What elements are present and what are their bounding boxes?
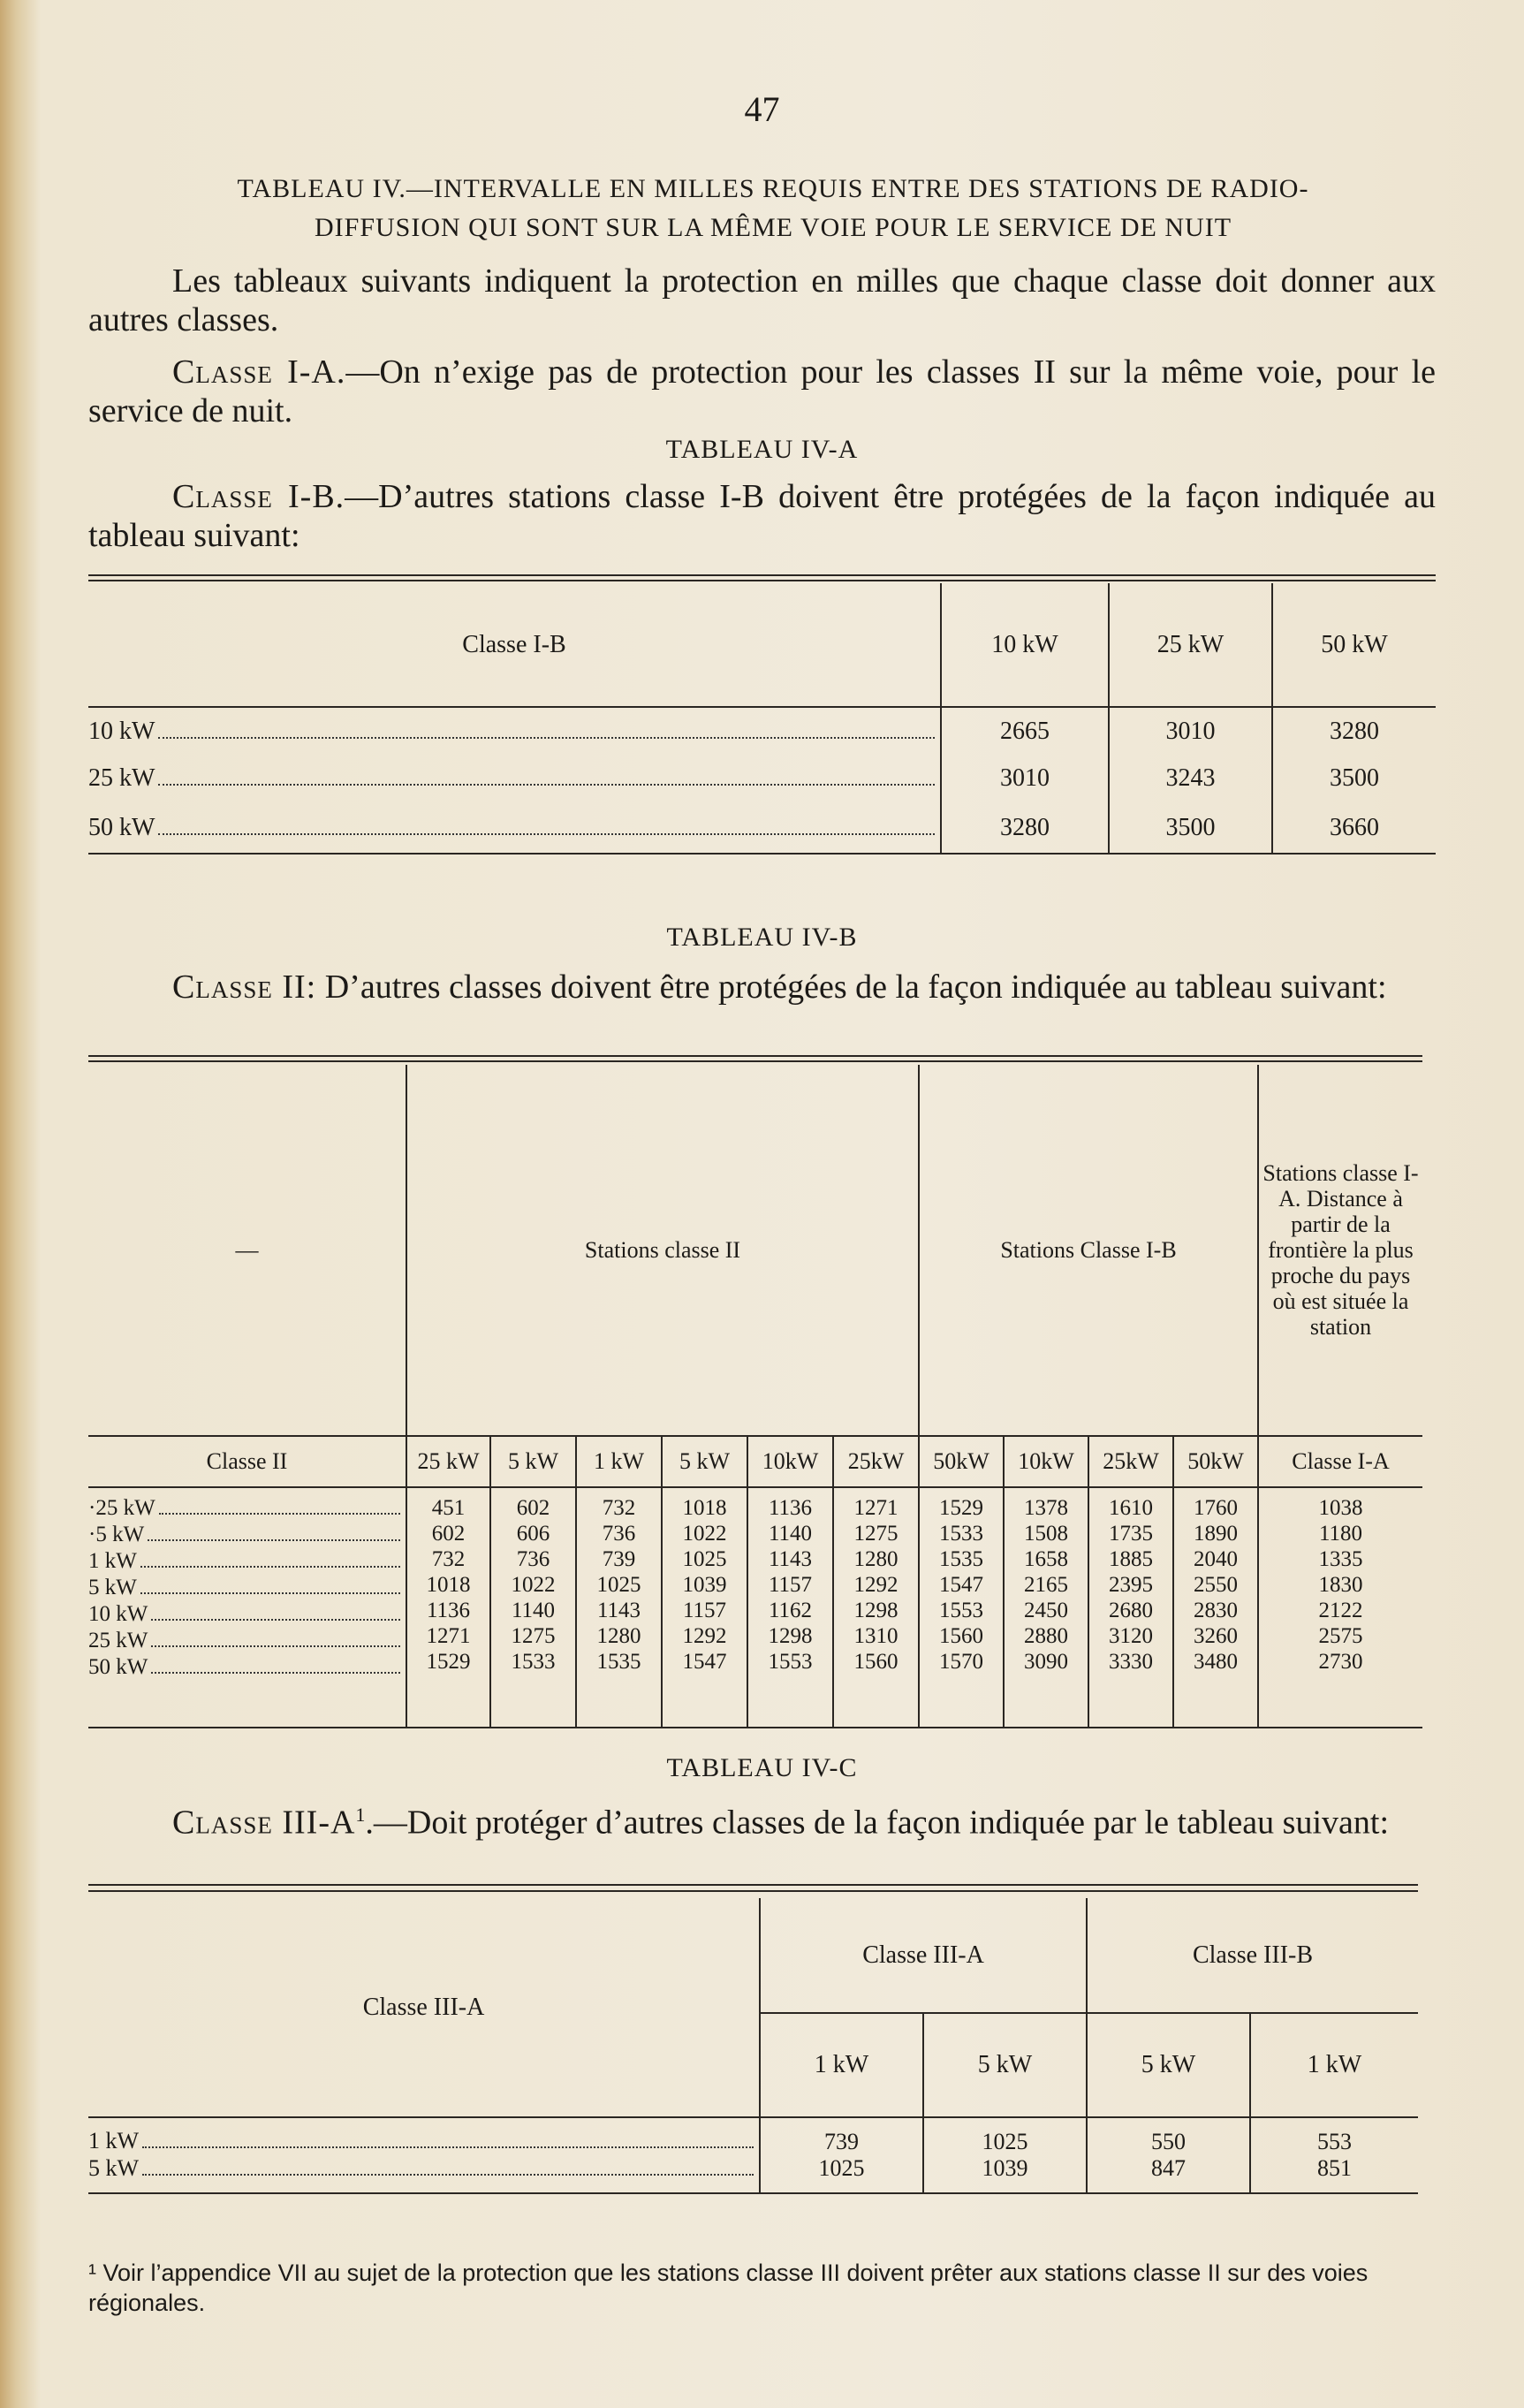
table-cell: 2165 xyxy=(1024,1573,1068,1597)
table-cell: 1280 xyxy=(596,1624,641,1648)
table-cell: 550 xyxy=(1151,2129,1186,2154)
table-cell: 1025 xyxy=(596,1573,641,1597)
table-cell: 1529 xyxy=(426,1650,471,1674)
table-cell: 1533 xyxy=(939,1522,983,1546)
table-b-col-header: 25kW xyxy=(1088,1436,1173,1487)
table-c-column xyxy=(1087,2117,1250,2193)
table-cell: 2665 xyxy=(941,707,1109,755)
table-cell: 1735 xyxy=(1109,1522,1153,1546)
table-b-column xyxy=(1173,1487,1258,1728)
table-cell: 1018 xyxy=(682,1496,727,1520)
table-cell: 1018 xyxy=(426,1573,471,1597)
table-cell: 1658 xyxy=(1024,1547,1068,1571)
table-cell: 847 xyxy=(1151,2155,1186,2181)
table-cell: 1310 xyxy=(853,1624,898,1648)
table-cell: 1140 xyxy=(511,1599,556,1622)
table-cell: 1547 xyxy=(682,1650,727,1674)
table-b-body xyxy=(88,1487,1422,1728)
table-c-col-header: 1 kW xyxy=(1250,2013,1418,2117)
page-number: 47 xyxy=(744,89,780,129)
list-item xyxy=(88,1628,406,1654)
table-cell: 1039 xyxy=(982,2155,1028,2181)
table-cell: 732 xyxy=(431,1547,466,1571)
dot-leader xyxy=(158,833,935,835)
table-cell: 3500 xyxy=(1272,755,1436,802)
row-label: 25 kW xyxy=(88,1629,148,1652)
table-b-col-header: 50kW xyxy=(1173,1436,1258,1487)
table-cell: 602 xyxy=(516,1496,550,1520)
table-cell: 1533 xyxy=(511,1650,556,1674)
table-cell: 3500 xyxy=(1109,802,1272,854)
table-cell: 736 xyxy=(516,1547,550,1571)
table-cell: 1610 xyxy=(1109,1496,1153,1520)
row-label: 10 kW xyxy=(88,1602,148,1626)
table-b-col-header: 25 kW xyxy=(406,1436,490,1487)
table-cell: 2880 xyxy=(1024,1624,1068,1648)
table-cell: 739 xyxy=(602,1547,636,1571)
table-cell: 1553 xyxy=(939,1599,983,1622)
table-b-col-header: 5 kW xyxy=(662,1436,747,1487)
table-cell: 1157 xyxy=(682,1599,727,1622)
row-label: ·5 kW xyxy=(88,1523,145,1546)
table-c-title: TABLEAU IV-C xyxy=(666,1753,858,1782)
table-cell: 1275 xyxy=(511,1624,556,1648)
list-item xyxy=(88,1522,406,1548)
table-cell: 1885 xyxy=(1109,1547,1153,1571)
table-cell: 1025 xyxy=(818,2155,865,2181)
list-item xyxy=(88,2155,759,2183)
dot-leader xyxy=(142,2146,754,2148)
table-a-intro-text: —D’autres stations classe I-B doivent être protégées de la façon indiquée au tableau suivant: xyxy=(88,478,1436,554)
table-c-corner: Classe III-A xyxy=(88,1898,760,2117)
table-cell: 1560 xyxy=(939,1624,983,1648)
table-cell: 3243 xyxy=(1109,755,1272,802)
table-cell: 1508 xyxy=(1024,1522,1068,1546)
table-cell: 1535 xyxy=(596,1650,641,1674)
dot-leader xyxy=(151,1619,400,1621)
table-c-top-rule-2 xyxy=(88,1890,1418,1892)
footnote: ¹ Voir l’appendice VII au sujet de la protection que les stations classe III doivent prêter aux stations classe II sur des voies régionales. xyxy=(88,2260,1369,2316)
table-a-class-label: Classe I-B. xyxy=(172,478,345,515)
dot-leader xyxy=(158,784,935,786)
table-cell: 3090 xyxy=(1024,1650,1068,1674)
table-c-col-header: 5 kW xyxy=(923,2013,1087,2117)
table-b-corner-dash: — xyxy=(88,1065,406,1436)
footnote-marker: 1 xyxy=(355,1804,366,1826)
table-a-col-header: 50 kW xyxy=(1272,583,1436,707)
row-label: 25 kW xyxy=(88,764,155,792)
list-item xyxy=(88,1495,406,1522)
table-cell: 1022 xyxy=(511,1573,556,1597)
table-cell: 1140 xyxy=(768,1522,813,1546)
table-cell: 3010 xyxy=(941,755,1109,802)
table-cell: 1560 xyxy=(853,1650,898,1674)
table-cell: 602 xyxy=(431,1522,466,1546)
table-b-col-header: 50kW xyxy=(919,1436,1004,1487)
table-b-intro-text: D’autres classes doivent être protégées de la façon indiquée au tableau suivant: xyxy=(316,969,1387,1006)
table-row xyxy=(88,755,1436,802)
list-item xyxy=(88,1654,406,1681)
table-b-class-label: Classe II: xyxy=(172,969,317,1006)
table-cell: 3480 xyxy=(1194,1650,1238,1674)
row-label: 10 kW xyxy=(88,717,155,745)
table-cell: 1271 xyxy=(853,1496,898,1520)
table-b-column xyxy=(490,1487,576,1728)
dot-leader xyxy=(142,2174,754,2176)
table-cell: 1157 xyxy=(768,1573,813,1597)
table-c-col-header: 1 kW xyxy=(760,2013,923,2117)
table-cell: 3330 xyxy=(1109,1650,1153,1674)
table-c-body xyxy=(88,2117,1418,2193)
table-a-title: TABLEAU IV-A xyxy=(665,435,859,464)
table-c-class-label: Classe III-A xyxy=(172,1804,356,1842)
table-cell: 2550 xyxy=(1194,1573,1238,1597)
list-item xyxy=(88,1548,406,1575)
table-c-intro-text: .—Doit protéger d’autres classes de la façon indiquée par le tableau suivant: xyxy=(365,1804,1389,1842)
table-cell: 1547 xyxy=(939,1573,983,1597)
table-cell: 3280 xyxy=(941,802,1109,854)
table-c-group-header: Classe III-A xyxy=(760,1898,1087,2013)
table-c-column xyxy=(923,2117,1087,2193)
table-cell: 1760 xyxy=(1194,1496,1238,1520)
table-a-col-header: 25 kW xyxy=(1109,583,1272,707)
table-b-group-header-classe-ia: Stations classe I-A. Distance à partir de la frontière la plus proche du pays où est située la station xyxy=(1258,1065,1422,1436)
table-cell: 1570 xyxy=(939,1650,983,1674)
table-cell: 1292 xyxy=(682,1624,727,1648)
table-cell: 2450 xyxy=(1024,1599,1068,1622)
dot-leader xyxy=(140,1592,400,1594)
table-cell: 1136 xyxy=(768,1496,813,1520)
table-c-row-labels xyxy=(88,2117,760,2193)
table-cell: 1039 xyxy=(682,1573,727,1597)
table-a-row-label-cell xyxy=(88,802,941,854)
table-cell: 1830 xyxy=(1318,1573,1363,1597)
table-cell: 2395 xyxy=(1109,1573,1153,1597)
row-label: 1 kW xyxy=(88,2128,140,2154)
table-cell: 3660 xyxy=(1272,802,1436,854)
table-iv-c xyxy=(88,1898,1418,2194)
table-cell: 1335 xyxy=(1318,1547,1363,1571)
table-a-top-rule xyxy=(88,574,1436,576)
dot-leader xyxy=(151,1672,400,1674)
table-cell: 1162 xyxy=(768,1599,813,1622)
table-cell: 1292 xyxy=(853,1573,898,1597)
intro-paragraph: Les tableaux suivants indiquent la protection en milles que chaque classe doit donner aux autres classes. xyxy=(88,262,1436,338)
table-c-intro xyxy=(88,1796,1436,1842)
table-c-column xyxy=(760,2117,923,2193)
table-cell: 1298 xyxy=(853,1599,898,1622)
main-title-line-2: DIFFUSION QUI SONT SUR LA MÊME VOIE POUR LE SERVICE DE NUIT xyxy=(314,213,1232,242)
table-cell: 1529 xyxy=(939,1496,983,1520)
table-b-title: TABLEAU IV-B xyxy=(666,923,858,952)
row-label: 5 kW xyxy=(88,1576,137,1599)
table-cell: 1143 xyxy=(768,1547,813,1571)
class-ia-text: —On n’exige pas de protection pour les classes II sur la même voie, pour le service de nuit. xyxy=(88,353,1436,429)
table-b-col-header: 5 kW xyxy=(490,1436,576,1487)
table-cell: 851 xyxy=(1317,2155,1352,2181)
table-cell: 3120 xyxy=(1109,1624,1153,1648)
table-cell: 2830 xyxy=(1194,1599,1238,1622)
table-c-top-rule xyxy=(88,1884,1418,1886)
table-c-group-header: Classe III-B xyxy=(1087,1898,1418,2013)
table-row xyxy=(88,707,1436,755)
table-iv-b xyxy=(88,1065,1422,1728)
list-item xyxy=(88,2128,759,2155)
class-ia-paragraph xyxy=(88,353,1436,430)
table-b-column xyxy=(1258,1487,1422,1728)
table-cell: 3010 xyxy=(1109,707,1272,755)
list-item xyxy=(88,1601,406,1628)
table-cell: 1025 xyxy=(982,2129,1028,2154)
row-label: 50 kW xyxy=(88,1655,148,1679)
table-b-row-labels xyxy=(88,1487,406,1728)
table-cell: 1535 xyxy=(939,1547,983,1571)
table-cell: 1280 xyxy=(853,1547,898,1571)
table-b-column xyxy=(833,1487,919,1728)
table-cell: 2730 xyxy=(1318,1650,1363,1674)
table-iv-a xyxy=(88,583,1436,855)
table-cell: 2040 xyxy=(1194,1547,1238,1571)
table-cell: 1143 xyxy=(596,1599,641,1622)
class-ia-label: Classe I-A. xyxy=(172,353,346,391)
main-title-line-1: TABLEAU IV.—INTERVALLE EN MILLES REQUIS ENTRE DES STATIONS DE RADIO- xyxy=(237,174,1309,203)
table-b-column xyxy=(662,1487,747,1728)
table-b-col-header: 25kW xyxy=(833,1436,919,1487)
table-row xyxy=(88,802,1436,854)
table-cell: 1275 xyxy=(853,1522,898,1546)
table-b-column xyxy=(919,1487,1004,1728)
table-cell: 3260 xyxy=(1194,1624,1238,1648)
table-a-row-label-cell xyxy=(88,707,941,755)
table-b-column xyxy=(1004,1487,1088,1728)
table-cell: 1890 xyxy=(1194,1522,1238,1546)
row-label: 50 kW xyxy=(88,813,155,841)
dot-leader xyxy=(140,1566,400,1568)
table-b-col-header: 10kW xyxy=(747,1436,833,1487)
table-cell: 1025 xyxy=(682,1547,727,1571)
main-title xyxy=(93,170,1453,247)
table-b-intro xyxy=(88,968,1436,1006)
table-cell: 732 xyxy=(602,1496,636,1520)
table-cell: 1271 xyxy=(426,1624,471,1648)
table-cell: 736 xyxy=(602,1522,636,1546)
table-b-column xyxy=(406,1487,490,1728)
table-cell: 451 xyxy=(431,1496,466,1520)
table-a-col-header: 10 kW xyxy=(941,583,1109,707)
row-label: 1 kW xyxy=(88,1549,137,1573)
table-b-top-rule xyxy=(88,1055,1422,1057)
table-b-col-header: 1 kW xyxy=(576,1436,662,1487)
table-b-col-header: 10kW xyxy=(1004,1436,1088,1487)
table-cell: 1136 xyxy=(426,1599,471,1622)
dot-leader xyxy=(148,1539,400,1541)
table-b-column xyxy=(1088,1487,1173,1728)
table-cell: 739 xyxy=(824,2129,859,2154)
table-b-group-header-classe-ii: Stations classe II xyxy=(406,1065,919,1436)
table-cell: 1180 xyxy=(1318,1522,1363,1546)
list-item xyxy=(88,1575,406,1601)
table-cell: 606 xyxy=(516,1522,550,1546)
table-cell: 1553 xyxy=(768,1650,813,1674)
table-b-row-header: Classe II xyxy=(88,1436,406,1487)
table-b-column xyxy=(576,1487,662,1728)
table-cell: 1298 xyxy=(768,1624,813,1648)
row-label: ·25 kW xyxy=(88,1496,155,1520)
table-cell: 3280 xyxy=(1272,707,1436,755)
table-cell: 2575 xyxy=(1318,1624,1363,1648)
table-cell: 2122 xyxy=(1318,1599,1363,1622)
table-a-row-label-cell xyxy=(88,755,941,802)
table-b-group-header-classe-ib: Stations Classe I-B xyxy=(919,1065,1258,1436)
row-label: 5 kW xyxy=(88,2155,140,2181)
table-b-column xyxy=(747,1487,833,1728)
table-b-top-rule-2 xyxy=(88,1060,1422,1062)
table-a-top-rule-2 xyxy=(88,580,1436,581)
table-a-corner: Classe I-B xyxy=(88,583,941,707)
table-cell: 1378 xyxy=(1024,1496,1068,1520)
table-c-column xyxy=(1250,2117,1418,2193)
dot-leader xyxy=(151,1645,400,1647)
table-cell: 1022 xyxy=(682,1522,727,1546)
table-a-intro xyxy=(88,477,1436,555)
table-cell: 1038 xyxy=(1318,1496,1363,1520)
table-cell: 2680 xyxy=(1109,1599,1153,1622)
table-cell: 553 xyxy=(1317,2129,1352,2154)
dot-leader xyxy=(159,1513,400,1515)
table-b-col-header: Classe I-A xyxy=(1258,1436,1422,1487)
dot-leader xyxy=(158,737,935,739)
table-c-col-header: 5 kW xyxy=(1087,2013,1250,2117)
